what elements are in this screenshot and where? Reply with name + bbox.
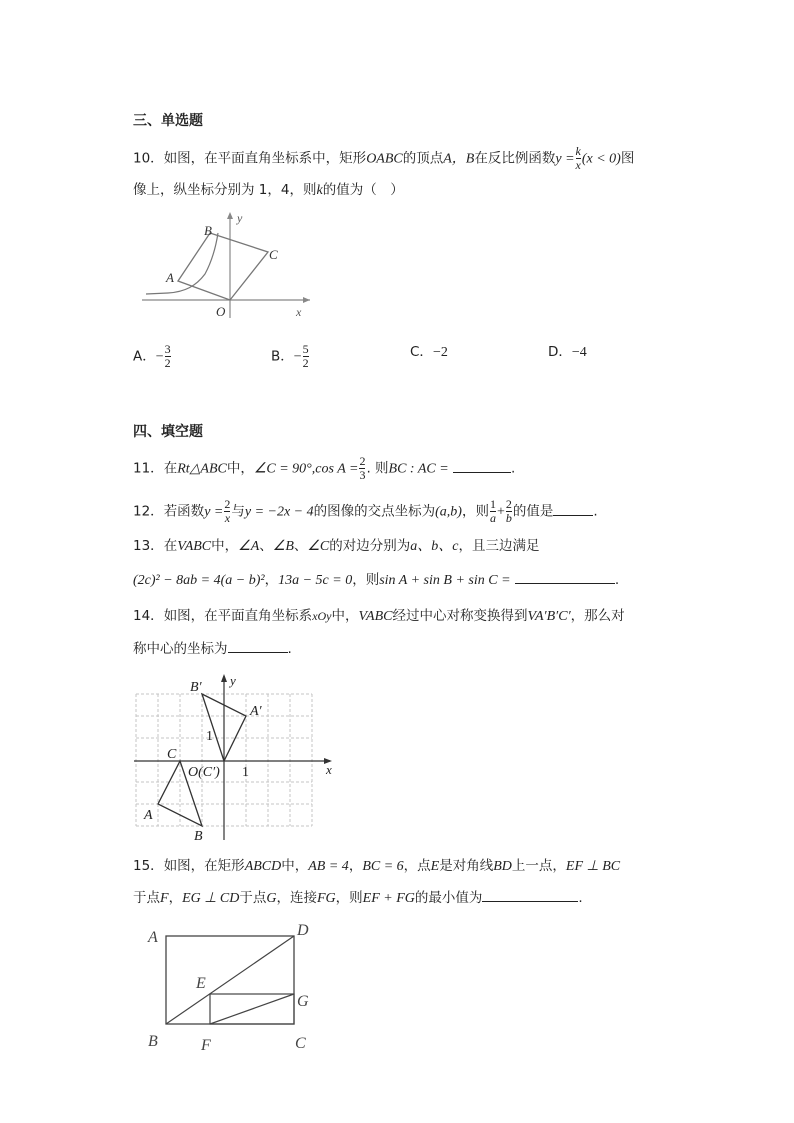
q12-yeq: y = bbox=[204, 504, 224, 520]
q13-text-5: ，则 bbox=[352, 572, 380, 588]
q14-answer-blank[interactable] bbox=[228, 640, 288, 653]
option-c-value: −2 bbox=[432, 345, 448, 360]
q15-text-4: 是对角线 bbox=[439, 858, 494, 874]
q15-sum: EF + FG bbox=[362, 891, 415, 906]
q13-sep-2: 、 bbox=[293, 538, 308, 554]
q15-l2e: ，则 bbox=[335, 890, 363, 906]
q15-number: 15． bbox=[133, 858, 164, 874]
q14-label-b: B bbox=[194, 829, 203, 844]
q12-fraction-1 bbox=[490, 498, 496, 525]
q14-text-2: 中， bbox=[331, 608, 359, 624]
q15-label-g: G bbox=[297, 993, 309, 1010]
q10-text-1: 如图，在平面直角坐标系中，矩形 bbox=[163, 150, 367, 167]
q14-label-c: C bbox=[167, 747, 177, 762]
q15-l2b: ， bbox=[168, 890, 183, 906]
q14-y-arrow bbox=[221, 674, 227, 682]
q15-answer-blank[interactable] bbox=[482, 889, 578, 902]
q14-label-ap: A′ bbox=[250, 704, 262, 719]
q12-f1-num: 1 bbox=[489, 497, 496, 511]
q13-text-3: 的对边分别为 bbox=[329, 538, 411, 554]
q11-rt: Rt△ABC bbox=[177, 461, 227, 477]
q13-eq2: 13a − 5c = 0 bbox=[278, 573, 353, 588]
option-a-num: 3 bbox=[164, 342, 171, 356]
q13-comma: ， bbox=[264, 572, 279, 588]
q13-expr: sin A + sin B + sin C = bbox=[379, 573, 511, 588]
q14-triangle-2: VA′B′C′ bbox=[527, 609, 571, 624]
q10-label-x: x bbox=[296, 305, 302, 319]
question-13-line-1 bbox=[133, 537, 539, 556]
q10-condition: (x < 0) bbox=[581, 151, 621, 167]
q10-k: k bbox=[316, 183, 323, 198]
q10-option-a bbox=[133, 343, 172, 370]
q14-label-one-x: 1 bbox=[242, 765, 249, 780]
q14-figure bbox=[130, 672, 336, 844]
option-a-den: 2 bbox=[164, 356, 171, 370]
q12-frac-num: 2 bbox=[224, 497, 231, 511]
q11-fraction bbox=[359, 455, 365, 482]
q11-frac-num: 2 bbox=[359, 454, 366, 468]
q13-angle-a: ∠A bbox=[238, 539, 260, 554]
q13-sides: a、b、c bbox=[410, 539, 459, 554]
q12-number: 12． bbox=[133, 503, 164, 520]
q10-text-2: 的顶点 bbox=[402, 150, 444, 167]
q10-frac-den: x bbox=[575, 158, 581, 172]
option-a-fraction bbox=[165, 343, 171, 370]
q14-triangle-1: VABC bbox=[358, 609, 393, 624]
q10-label-a: A bbox=[166, 270, 174, 285]
q11-number: 11． bbox=[133, 460, 164, 477]
q14-text-4: ，那么对 bbox=[570, 608, 625, 624]
q15-l2d: ，连接 bbox=[276, 890, 317, 906]
q12-eq2: y = −2x − 4 bbox=[244, 504, 314, 520]
q15-text-2: 中， bbox=[281, 858, 309, 874]
q10-rectangle-oabc bbox=[178, 233, 268, 300]
option-d-value: −4 bbox=[571, 345, 587, 360]
q15-label-b: B bbox=[148, 1033, 158, 1050]
q10-fraction bbox=[576, 145, 581, 172]
q14-text-1: 如图，在平面直角坐标系 bbox=[163, 608, 313, 624]
q10-hyperbola-curve bbox=[146, 233, 218, 294]
q15-label-c: C bbox=[295, 1035, 306, 1052]
question-12 bbox=[133, 498, 598, 525]
q12-fraction-2 bbox=[506, 498, 512, 525]
q11-answer-blank[interactable] bbox=[453, 460, 511, 473]
section-heading-single-choice: 三、单选题 bbox=[133, 113, 203, 129]
q15-text-1: 如图，在矩形 bbox=[163, 858, 245, 874]
q12-plus: + bbox=[496, 504, 505, 520]
q14-label-y: y bbox=[230, 673, 236, 688]
q10-option-d bbox=[548, 343, 587, 362]
q15-l2c: 于点 bbox=[239, 890, 267, 906]
q11-text-3: . 则 bbox=[366, 460, 389, 477]
q10-oabc: OABC bbox=[366, 151, 403, 167]
q14-xoy: xOy bbox=[312, 609, 332, 623]
q14-line2: 称中心的坐标为 bbox=[133, 641, 228, 657]
q15-label-f: F bbox=[201, 1037, 211, 1054]
q13-angle-b: ∠B bbox=[272, 539, 294, 554]
q11-end: . bbox=[510, 460, 516, 477]
q15-segment-fg bbox=[210, 994, 294, 1024]
q15-bd: BD bbox=[493, 859, 512, 874]
q10-y-arrow bbox=[227, 212, 233, 219]
q12-end: . bbox=[593, 503, 598, 520]
option-d-label: D． bbox=[548, 344, 572, 360]
q13-answer-blank[interactable] bbox=[515, 571, 615, 584]
q10-line2: 像上，纵坐标分别为 1，4，则 bbox=[133, 182, 317, 198]
q12-fraction bbox=[224, 498, 230, 525]
q15-bc: BC = 6 bbox=[362, 859, 404, 874]
q15-eg: EG ⊥ CD bbox=[182, 891, 240, 906]
q12-text-3: 的图像的交点坐标为 bbox=[313, 503, 436, 520]
q13-text-1: 在 bbox=[163, 538, 178, 554]
q10-label-b: B bbox=[204, 223, 212, 238]
q10-number: 10． bbox=[133, 150, 164, 167]
question-10-line-2 bbox=[133, 181, 404, 200]
q15-f: F bbox=[160, 891, 169, 906]
q10-figure bbox=[140, 206, 320, 322]
q10-label-o: O bbox=[216, 304, 226, 319]
question-14-line-2 bbox=[133, 640, 292, 658]
q10-x-arrow bbox=[303, 297, 310, 303]
q15-comma: ， bbox=[348, 858, 363, 874]
question-14-line-1 bbox=[133, 607, 625, 626]
q10-label-y: y bbox=[237, 211, 243, 225]
option-a-sign: − bbox=[155, 349, 164, 365]
q15-text-3: ，点 bbox=[403, 858, 431, 874]
q14-label-x: x bbox=[326, 762, 332, 777]
option-b-sign: − bbox=[293, 349, 302, 365]
q12-text-5: 的值是 bbox=[512, 503, 554, 520]
q10-option-c bbox=[410, 343, 448, 362]
option-b-den: 2 bbox=[302, 356, 309, 370]
option-a-label: A． bbox=[133, 348, 156, 365]
question-15-line-2 bbox=[133, 889, 583, 908]
q10-text-4: 图 bbox=[620, 150, 635, 167]
question-15-line-1 bbox=[133, 857, 620, 876]
q15-label-a: A bbox=[148, 929, 158, 946]
q15-fg: FG bbox=[317, 891, 336, 906]
q11-frac-den: 3 bbox=[359, 468, 366, 482]
q10-text-3: 在反比例函数 bbox=[474, 150, 556, 167]
q15-e: E bbox=[430, 859, 440, 874]
q11-text-2: 中， bbox=[226, 460, 254, 477]
q10-frac-num: k bbox=[575, 144, 581, 158]
q13-angle-c: ∠C bbox=[307, 539, 330, 554]
question-13-line-2 bbox=[133, 571, 619, 590]
q10-text-5: 的值为（ ） bbox=[322, 182, 404, 198]
option-b-fraction bbox=[303, 343, 309, 370]
q15-l2f: 的最小值为 bbox=[414, 890, 483, 906]
option-b-num: 5 bbox=[302, 342, 309, 356]
q14-number: 14． bbox=[133, 608, 164, 624]
q15-figure bbox=[144, 918, 324, 1058]
option-c-label: C． bbox=[410, 344, 433, 360]
q13-triangle: VABC bbox=[177, 539, 212, 554]
q14-end: . bbox=[287, 641, 292, 657]
q11-angle-c: ∠C = 90°, bbox=[253, 461, 316, 477]
q14-label-a: A bbox=[144, 808, 153, 823]
q12-text-1: 若函数 bbox=[163, 503, 205, 520]
q12-f2-den: b bbox=[505, 511, 512, 525]
q11-cos: cos A = bbox=[315, 461, 359, 477]
option-b-label: B． bbox=[271, 348, 294, 365]
q10-yeq: y = bbox=[555, 151, 575, 167]
q15-l2a: 于点 bbox=[133, 890, 160, 906]
q14-label-o: O(C′) bbox=[188, 765, 220, 780]
q15-label-e: E bbox=[196, 975, 206, 992]
q15-g: G bbox=[266, 891, 277, 906]
question-10-line-1 bbox=[133, 145, 634, 172]
q12-text-2: 与 bbox=[231, 503, 245, 520]
q15-ab: AB = 4 bbox=[308, 859, 349, 874]
q14-label-one-y: 1 bbox=[206, 729, 213, 744]
q13-sep-1: 、 bbox=[259, 538, 273, 554]
q15-text-5: 上一点， bbox=[511, 858, 566, 874]
q13-text-4: ，且三边满足 bbox=[458, 538, 540, 554]
q12-f2-num: 2 bbox=[505, 497, 512, 511]
q11-ratio: BC : AC = bbox=[388, 461, 449, 477]
q15-ef: EF ⊥ BC bbox=[565, 859, 621, 874]
q12-frac-den: x bbox=[224, 511, 231, 525]
q12-answer-blank[interactable] bbox=[553, 503, 593, 516]
question-11 bbox=[133, 455, 515, 482]
q15-label-d: D bbox=[297, 922, 309, 939]
q14-label-bp: B′ bbox=[190, 680, 202, 695]
q15-diagonal-bd bbox=[166, 936, 294, 1024]
q13-end: . bbox=[614, 572, 620, 588]
q10-label-c: C bbox=[269, 247, 278, 262]
q15-end: . bbox=[578, 890, 583, 906]
q12-point: (a,b) bbox=[435, 504, 462, 520]
q12-f1-den: a bbox=[489, 511, 496, 525]
q10-ab: A，B bbox=[443, 151, 475, 167]
q13-text-2: 中， bbox=[211, 538, 239, 554]
section-heading-fill-blank: 四、填空题 bbox=[133, 424, 203, 440]
q11-text-1: 在 bbox=[163, 460, 178, 477]
q15-abcd: ABCD bbox=[244, 859, 282, 874]
q14-text-3: 经过中心对称变换得到 bbox=[392, 608, 528, 624]
q10-option-b bbox=[271, 343, 310, 370]
q13-number: 13． bbox=[133, 538, 164, 554]
q13-eq1: (2c)² − 8ab = 4(a − b)² bbox=[133, 573, 265, 588]
q12-text-4: ，则 bbox=[461, 503, 489, 520]
